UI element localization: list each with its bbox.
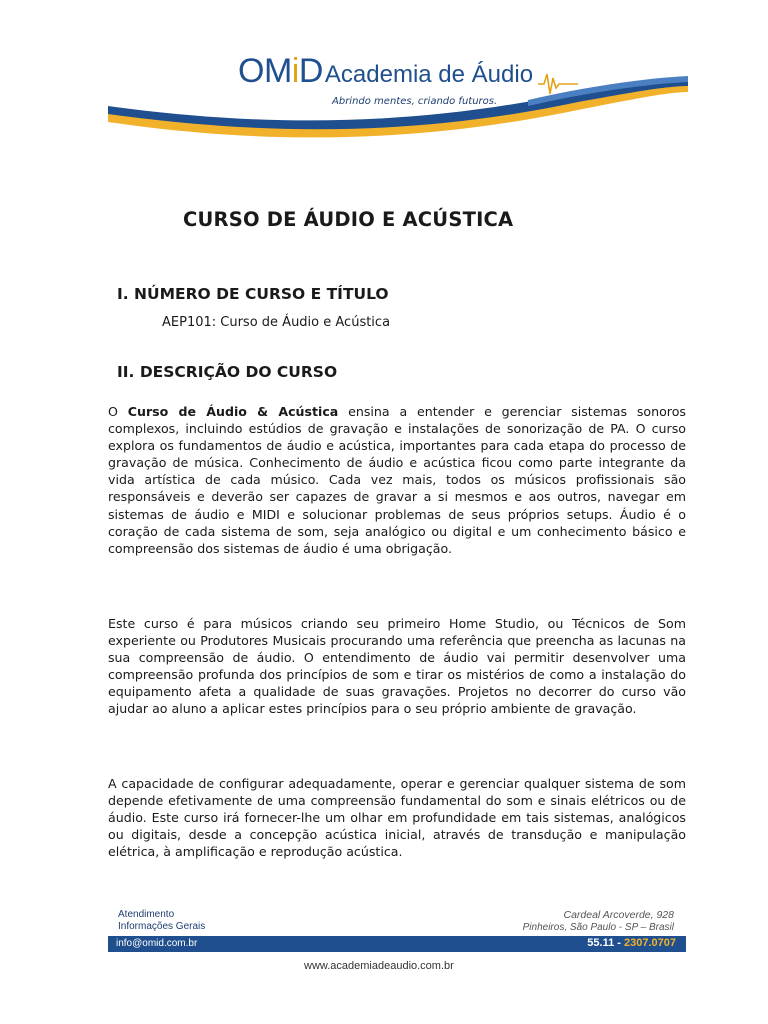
logo-academy-text: Academia de Áudio <box>324 61 534 88</box>
course-code-title: AEP101: Curso de Áudio e Acústica <box>162 315 391 330</box>
footer-contact-bar <box>108 936 686 952</box>
course-name-bold: Curso de Áudio & Acústica <box>127 404 339 419</box>
section-heading-description: II. DESCRIÇÃO DO CURSO <box>117 363 338 381</box>
page-footer <box>108 904 686 974</box>
logo-tagline: Abrindo mentes, criando futuros. <box>332 96 498 107</box>
footer-address-line-2: Pinheiros, São Paulo - SP – Brasil <box>522 922 674 933</box>
footer-website-link[interactable]: www.academiadeaudio.com.br <box>304 960 454 972</box>
logo-omid: OMiD <box>238 52 323 90</box>
footer-service-label: Atendimento <box>118 909 175 920</box>
logo-wordmark <box>238 52 533 91</box>
document-title: CURSO DE ÁUDIO E ACÚSTICA <box>183 208 514 231</box>
description-paragraph-2: Este curso é para músicos criando seu primeiro Home Studio, ou Técnicos de Som experiente ou Produtores Musicais procurando uma referência que preencha as lacunas na sua compreensão de áudio. O entendimento de áudio vai permitir desenvolver uma compreensão profunda dos princípios de som e tirar os mistérios de como a instalação do equipamento afeta a qualidade de suas gravações. Projetos no decorrer do curso vão ajudar ao aluno a aplicar estes princípios para o seu próprio ambiente de gravação. <box>108 616 686 717</box>
footer-phone: 55.11 - 2307.0707 <box>587 937 676 949</box>
description-paragraph-1: O Curso de Áudio & Acústica ensina a entender e gerenciar sistemas sonoros complexos, incluindo estúdios de gravação e instalações de sonorização de PA. O curso explora os fundamentos de áudio e acústica, importantes para cada etapa do processo de gravação de música. Conhecimento de áudio e acústica ficou como parte integrante da vida artística de cada músico. Cada vez mais, todos os músicos profissionais são responsáveis e deverão ser capazes de gravar a si mesmos e aos outros, navegar em sistemas de áudio e MIDI e solucionar problemas de seus próprios setups. Áudio é o coração de cada sistema de som, seja analógico ou digital e um conhecimento básico e compreensão dos sistemas de áudio é uma obrigação. <box>108 404 686 556</box>
footer-address-line-1: Cardeal Arcoverde, 928 <box>563 909 674 921</box>
section-heading-course-number: I. NÚMERO DE CURSO E TÍTULO <box>117 285 389 303</box>
footer-email-link[interactable]: info@omid.com.br <box>116 938 198 949</box>
description-paragraph-3: A capacidade de configurar adequadamente, operar e gerenciar qualquer sistema de som depende efetivamente de uma compreensão fundamental do som e sinais elétricos ou de áudio. Este curso irá fornecer-lhe um olhar em profundidade em tais sistemas, analógicos ou digitais, desde a concepção acústica inicial, através de transdução e manipulação elétrica, à amplificação e reprodução acústica. <box>108 776 686 860</box>
header-logo <box>108 40 688 140</box>
footer-info-label: Informações Gerais <box>118 921 206 932</box>
